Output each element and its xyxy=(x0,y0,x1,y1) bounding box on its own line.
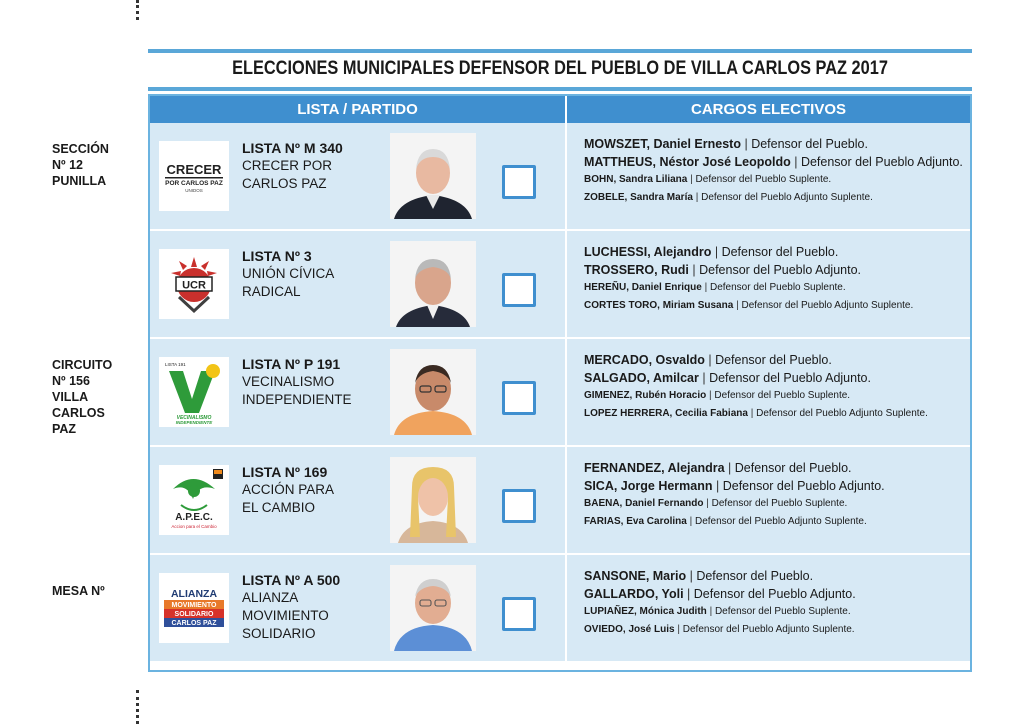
candidates-list xyxy=(584,243,964,315)
header-lista-partido: LISTA / PARTIDO xyxy=(297,101,418,118)
candidate-line: HEREÑU, Daniel Enrique | Defensor del Pueblo Suplente. xyxy=(584,282,846,293)
candidate-line: SICA, Jorge Hermann | Defensor del Pueblo Adjunto. xyxy=(584,479,885,493)
alianza-logo xyxy=(159,573,229,643)
party-name: ACCIÓN PARA EL CAMBIO xyxy=(242,482,335,515)
candidate-line: LUCHESSI, Alejandro | Defensor del Pueblo. xyxy=(584,245,839,259)
party-name: ALIANZA MOVIMIENTO SOLIDARIO xyxy=(242,590,329,641)
column-divider xyxy=(565,231,567,337)
party-name: UNIÓN CÍVICA RADICAL xyxy=(242,266,335,299)
ballot-row xyxy=(150,339,970,445)
lista-info xyxy=(242,571,340,643)
party-name: CRECER POR CARLOS PAZ xyxy=(242,158,333,191)
candidate-line: LUPIAÑEZ, Mónica Judith | Defensor del Pueblo Suplente. xyxy=(584,606,851,617)
vote-checkbox[interactable] xyxy=(502,381,536,415)
candidate-line: SALGADO, Amilcar | Defensor del Pueblo Adjunto. xyxy=(584,371,871,385)
vote-checkbox[interactable] xyxy=(502,273,536,307)
candidate-line: MERCADO, Osvaldo | Defensor del Pueblo. xyxy=(584,353,832,367)
seccion-label: SECCIÓN Nº 12 PUNILLA xyxy=(52,142,109,188)
candidate-line: GIMENEZ, Rubén Horacio | Defensor del Pueblo Suplente. xyxy=(584,390,851,401)
candidate-line: CORTES TORO, Miriam Susana | Defensor del Pueblo Adjunto Suplente. xyxy=(584,300,914,311)
title-rule xyxy=(148,87,972,91)
candidate-photo xyxy=(390,133,476,219)
column-divider xyxy=(565,339,567,445)
logo-subtext: MOVIMIENTO xyxy=(171,602,217,609)
candidate-line: SANSONE, Mario | Defensor del Pueblo. xyxy=(584,569,814,583)
logo-subtext-2: SOLIDARIO xyxy=(174,611,214,618)
candidate-line: MOWSZET, Daniel Ernesto | Defensor del Pueblo. xyxy=(584,137,868,151)
logo-text: UCR xyxy=(182,279,206,292)
logo-text: ALIANZA xyxy=(170,588,218,600)
lista-number: LISTA Nº 169 xyxy=(242,464,328,480)
candidate-line: ZOBELE, Sandra María | Defensor del Pueblo Adjunto Suplente. xyxy=(584,192,873,203)
logo-text: A.P.E.C. xyxy=(175,512,213,523)
ballot-row xyxy=(150,123,970,229)
ucr-logo xyxy=(159,249,229,319)
lista-number: LISTA Nº P 191 xyxy=(242,356,341,372)
column-divider xyxy=(565,447,567,553)
top-rule xyxy=(148,49,972,53)
apec-logo xyxy=(159,465,229,535)
party-name: VECINALISMO INDEPENDIENTE xyxy=(242,374,352,407)
ballot-row xyxy=(150,447,970,553)
column-divider xyxy=(565,123,567,229)
lista-info xyxy=(242,355,352,409)
fold-marker-top xyxy=(136,0,142,20)
lista-info xyxy=(242,463,334,517)
logo-subtext-3: CARLOS PAZ xyxy=(171,620,217,627)
candidate-photo xyxy=(390,565,476,651)
logo-text: CRECER xyxy=(166,162,222,177)
logo-subtext-2: UNIDOS xyxy=(185,188,203,193)
column-divider xyxy=(565,555,567,661)
ballot-title: ELECCIONES MUNICIPALES DEFENSOR DEL PUEBLO DE VILLA CARLOS PAZ 2017 xyxy=(232,58,888,79)
ballot-table xyxy=(148,94,972,672)
candidate-line: GALLARDO, Yoli | Defensor del Pueblo Adjunto. xyxy=(584,587,856,601)
lista-number: LISTA Nº 3 xyxy=(242,248,312,264)
lista-info xyxy=(242,247,334,301)
vecinalismo-logo xyxy=(159,357,229,427)
candidates-list xyxy=(584,567,964,639)
candidate-line: BAENA, Daniel Fernando | Defensor del Pueblo Suplente. xyxy=(584,498,848,509)
candidates-list xyxy=(584,459,964,531)
candidate-line: FERNANDEZ, Alejandra | Defensor del Pueblo. xyxy=(584,461,852,475)
logo-subtext: POR CARLOS PAZ xyxy=(165,180,223,187)
mesa-label: MESA Nº xyxy=(52,584,105,598)
vote-checkbox[interactable] xyxy=(502,165,536,199)
candidate-line: BOHN, Sandra Liliana | Defensor del Pueblo Suplente. xyxy=(584,174,832,185)
logo-subtext-2: VECINALISMO xyxy=(176,415,212,421)
candidate-line: LOPEZ HERRERA, Cecilia Fabiana | Defensor del Pueblo Adjunto Suplente. xyxy=(584,408,928,419)
vote-checkbox[interactable] xyxy=(502,489,536,523)
ballot-row xyxy=(150,555,970,661)
logo-subtext: LISTA 191 xyxy=(165,362,186,367)
vote-checkbox[interactable] xyxy=(502,597,536,631)
candidate-line: FARIAS, Eva Carolina | Defensor del Pueblo Adjunto Suplente. xyxy=(584,516,867,527)
lista-number: LISTA Nº A 500 xyxy=(242,572,341,588)
candidates-list xyxy=(584,135,964,207)
lista-info xyxy=(242,139,343,193)
candidate-photo xyxy=(390,241,476,327)
candidate-line: TROSSERO, Rudi | Defensor del Pueblo Adjunto. xyxy=(584,263,862,277)
circuito-label: CIRCUITO Nº 156 VILLA CARLOS PAZ xyxy=(52,358,113,436)
logo-subtext-3: INDEPENDIENTE xyxy=(175,420,213,425)
table-header xyxy=(150,96,970,123)
ballot-row xyxy=(150,231,970,337)
header-cargos-electivos: CARGOS ELECTIVOS xyxy=(690,101,847,118)
logo-subtext: Accion para el Cambio xyxy=(171,524,217,529)
candidate-line: MATTHEUS, Néstor José Leopoldo | Defensor del Pueblo Adjunto. xyxy=(584,155,963,169)
lista-number: LISTA Nº M 340 xyxy=(242,140,343,156)
fold-marker-bottom xyxy=(136,690,142,724)
candidate-line: OVIEDO, José Luis | Defensor del Pueblo Adjunto Suplente. xyxy=(584,624,855,635)
candidate-photo xyxy=(390,457,476,543)
candidates-list xyxy=(584,351,964,423)
crecer-logo xyxy=(159,141,229,211)
candidate-photo xyxy=(390,349,476,435)
